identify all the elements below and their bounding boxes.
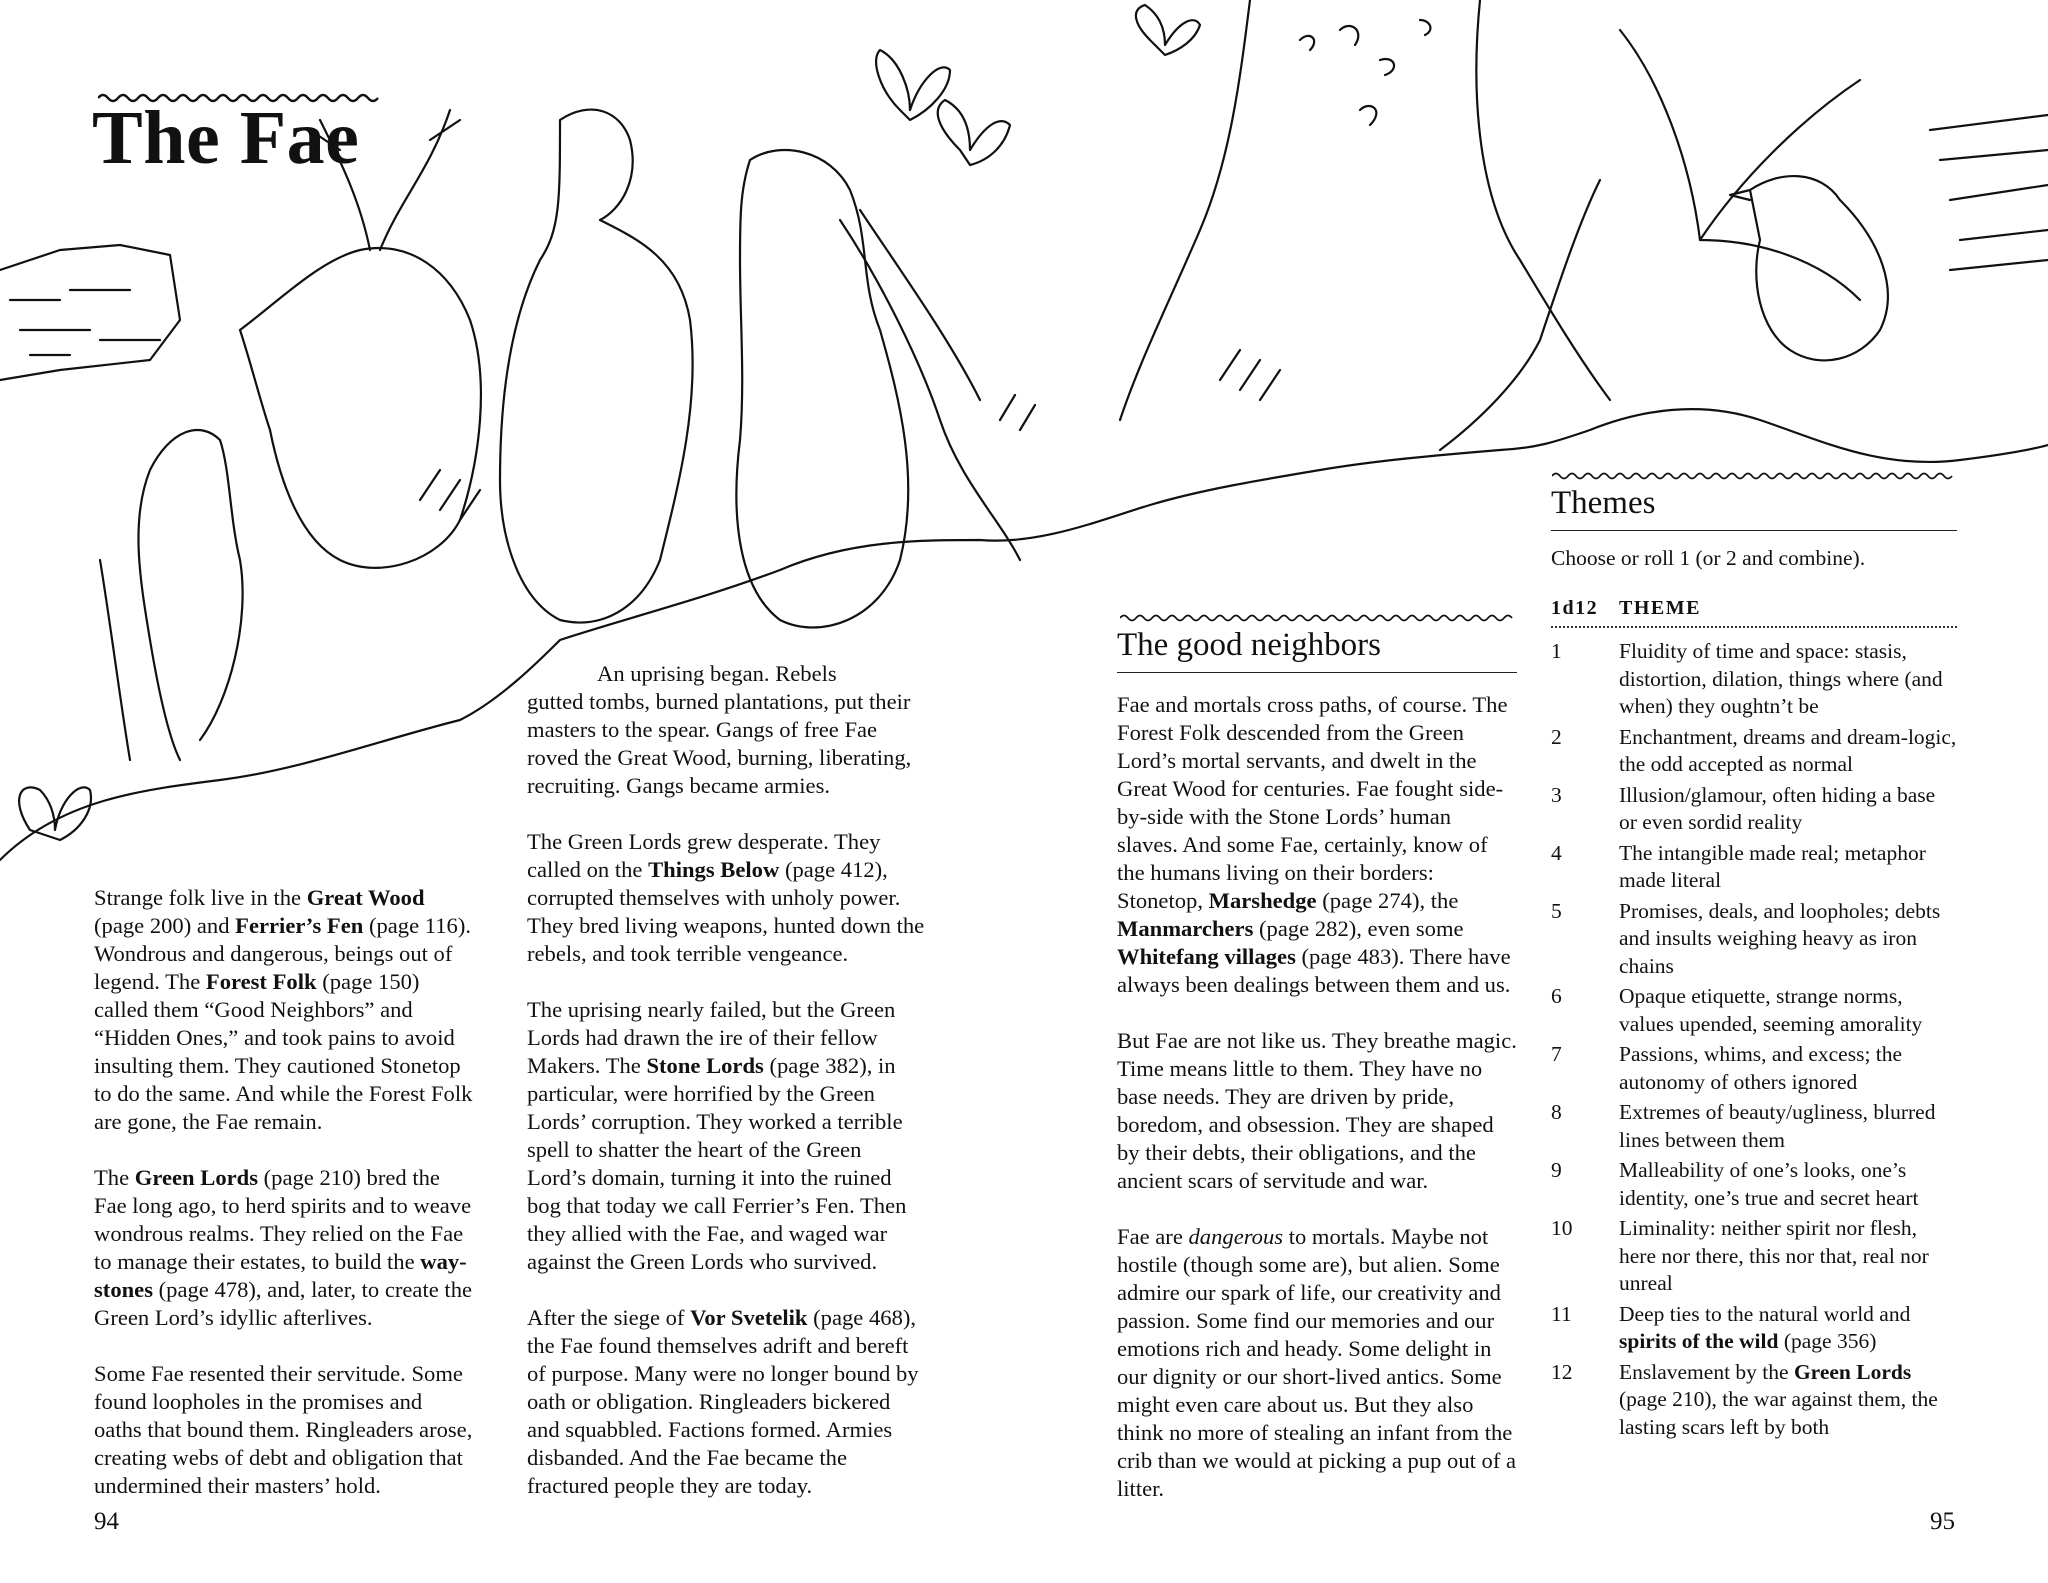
themes-section [1551,482,1957,1444]
text-run: (page 210) bred the Fae long ago, to herd spirits and to weave wondrous realms. They relied on the Fae to manage their estates, to build the [94,1165,472,1274]
flying-fairy [1136,5,1200,55]
bold-reference: Green Lords [1793,1359,1912,1384]
text-run: (page 483). There have always been dealings between them and us. [1117,944,1511,997]
text-run: Enchantment, dreams and dream-logic, the odd accepted as normal [1619,724,1957,776]
bold-reference: Forest Folk [205,969,317,994]
bold-reference: Vor Svetelik [690,1305,808,1330]
theme-row [1551,782,1957,837]
theme-roll-number: 2 [1551,724,1562,749]
bold-reference: way-stones [94,1249,467,1302]
page-title: The Fae [92,96,360,180]
flying-fairy [938,100,1010,165]
text-run: (page 478), and, later, to create the Green Lord’s idyllic afterlives. [94,1277,473,1330]
bold-reference: Manmarchers [1117,916,1254,941]
text-run: (page 274), the [1316,888,1459,913]
theme-row [1551,840,1957,895]
text-run: Passions, whims, and excess; the autonomy of others ignored [1619,1042,1903,1094]
theme-roll-number: 7 [1551,1042,1562,1066]
aftermath-paragraph [527,1304,925,1500]
stone-wall-right [1930,115,2048,270]
text-run: The [94,1165,135,1190]
text-run: Strange folk live in the [94,885,307,910]
uprising-paragraph [527,660,925,800]
page-number-left: 94 [94,1508,119,1535]
stone-wall [0,245,180,380]
small-fae-figure [138,430,242,760]
emphasis: dangerous [1188,1224,1284,1249]
text-run: (page 116). Wondrous and dangerous, beings out of legend. The [94,913,472,994]
text-run: (page 210), the war against them, the lasting scars left by both [1619,1387,1938,1439]
text-run: Enslavement by the [1619,1359,1794,1384]
text-run: to mortals. Maybe not hostile (though some are), but alien. Some admire our spark of life, our creativity and passion. Some find our memories and our emotions rich and heady. Some delight in our dignity or our short-lived antics. Some might even care about us. But they also think no more of stealing an infant from the crib than we would at picking a pup out of a litter. [1117,1224,1517,1501]
text-run: After the siege of [527,1305,691,1330]
text-run: Liminality: neither spirit nor flesh, here nor there, this nor that, real nor unreal [1619,1216,1929,1295]
theme-text [1619,840,1957,895]
theme-text [1619,782,1957,837]
text-run: (page 150) called them “Good Neighbors” and “Hidden Ones,” and took pains to avoid insulting them. They cautioned Stonetop to do the same. And while the Forest Folk are gone, the Fae remain. [94,969,473,1134]
theme-column-header: THEME [1619,596,1701,619]
text-run: The uprising nearly failed, but the Green Lords had drawn the ire of their fellow Makers. The [527,997,896,1078]
bold-reference: Things Below [648,857,780,882]
theme-roll-number: 1 [1551,639,1562,663]
section-ornament [1120,612,1515,624]
text-run: Fae and mortals cross paths, of course. The Forest Folk descended from the Green Lord’s mortal servants, and dwelt in the Great Wood for centuries. Fae fought side-by-side with the Stone Lords’ human slaves. And some Fae, certainly, know of the humans living on their borders: Stonetop, [1117,692,1508,913]
text-run: Illusion/glamour, often hiding a base or even sordid reality [1619,782,1936,834]
stag-figure [240,248,481,568]
text-run: Fluidity of time and space: stasis, distortion, dilation, things where (and when) they oughtn’t be [1619,639,1943,718]
text-run: Extremes of beauty/ugliness, blurred lines between them [1619,1100,1936,1152]
bold-reference: spirits of the wild [1619,1329,1779,1353]
page-number-right: 95 [1930,1508,1955,1535]
themes-instruction: Choose or roll 1 (or 2 and combine). [1551,546,1866,570]
theme-text [1619,1041,1957,1096]
theme-roll-number: 8 [1551,1100,1562,1124]
theme-row [1551,1099,1957,1154]
text-run: Malleability of one’s looks, one’s identity, one’s true and secret heart [1619,1158,1919,1210]
bird [1730,176,1888,360]
text-run: (page 200) and [94,913,236,938]
uprising-text: gutted tombs, burned plantations, put their masters to the spear. Gangs of free Fae roved the Great Wood, burning, liberating, recruiting. Gangs became armies. [527,689,912,798]
theme-text [1619,638,1957,721]
theme-roll-number: 10 [1551,1216,1573,1240]
theme-row [1551,638,1957,721]
desperate-paragraph [527,828,925,968]
themes-table-header [1551,595,1957,629]
theme-text [1619,1215,1957,1298]
text-run: Opaque etiquette, strange norms, values upended, seeming amorality [1619,984,1923,1036]
near-failure-paragraph [527,996,925,1276]
themes-table [1551,638,1957,1441]
theme-row [1551,724,1957,779]
theme-row [1551,983,1957,1038]
theme-text [1619,898,1957,981]
text-run: (page 282), even some [1253,916,1464,941]
themes-ornament [1552,470,1955,482]
text-run: Deep ties to the natural world and [1619,1301,1911,1326]
theme-row [1551,1157,1957,1212]
bold-reference: Marshedge [1208,888,1317,913]
cross-paths-paragraph [1117,691,1517,999]
theme-roll-number: 9 [1551,1158,1562,1182]
theme-roll-number: 5 [1551,898,1562,923]
green-lords-paragraph [94,1164,474,1332]
left-column [94,884,474,1528]
theme-text [1619,1359,1957,1442]
theme-roll-number: 6 [1551,984,1562,1008]
uprising-lede: An uprising began. Rebels [597,661,837,686]
text-run: But Fae are not like us. They breathe magic. Time means little to them. They have no base needs. They are driven by pride, boredom, and obsession. They are shaped by their debts, their obligations, and the ancient scars of servitude and war. [1117,1028,1517,1193]
theme-roll-number: 12 [1551,1359,1573,1384]
bold-reference: Great Wood [306,885,425,910]
bold-reference: Ferrier’s Fen [235,913,364,938]
theme-roll-number: 3 [1551,782,1562,807]
die-column-header: 1d12 [1551,596,1599,619]
theme-roll-number: 11 [1551,1301,1572,1326]
theme-row [1551,1301,1957,1356]
resentment-paragraph [94,1360,474,1500]
great-tree [1120,0,1610,420]
theme-text [1619,1301,1957,1356]
theme-row [1551,1215,1957,1298]
tall-fae-figure [500,110,693,623]
text-run: Promises, deals, and loopholes; debts and insults weighing heavy as iron chains [1619,898,1941,978]
bold-reference: Stone Lords [646,1053,764,1078]
intro-paragraph [94,884,474,1136]
dangerous-paragraph [1117,1223,1517,1503]
bold-reference: Whitefang villages [1117,944,1296,969]
theme-roll-number: 4 [1551,840,1562,865]
theme-text [1619,1099,1957,1154]
text-run: (page 412), corrupted themselves with unholy power. They bred living weapons, hunted down the rebels, and took terrible vengeance. [527,857,925,966]
butterfly [19,787,91,840]
theme-text [1619,1157,1957,1212]
theme-row [1551,1359,1957,1442]
text-run: The intangible made real; metaphor made literal [1619,840,1926,892]
themes-heading: Themes [1551,482,1957,531]
bold-reference: Green Lords [134,1165,258,1190]
text-run: (page 356) [1778,1329,1877,1353]
theme-text [1619,724,1957,779]
text-run: Some Fae resented their servitude. Some found loopholes in the promises and oaths that bound them. Ringleaders arose, creating webs of debt and obligation that undermined their masters’ hold. [94,1361,473,1498]
text-run: (page 382), in particular, were horrified by the Green Lords’ corruption. They worked a terrible spell to shatter the heart of the Green Lord’s domain, turning it into the ruined bog that today we call Ferrier’s Fen. Then they allied with the Fae, and waged war against the Green Lords who survived. [527,1053,907,1274]
text-run: The Green Lords grew desperate. They called on the [527,829,881,882]
good-neighbors-heading: The good neighbors [1117,624,1517,673]
winged-fae-figure [1440,30,1860,450]
not-like-us-paragraph [1117,1027,1517,1195]
good-neighbors-section [1117,624,1517,1531]
text-run: (page 468), the Fae found themselves adrift and bereft of purpose. Many were no longer bound by oath or obligation. Ringleaders bickered and squabbled. Factions formed. Armies disbanded. And the Fae became the fractured people they are today. [527,1305,919,1498]
theme-text [1619,983,1957,1038]
theme-row [1551,1041,1957,1096]
theme-row [1551,898,1957,981]
text-run: Fae are [1117,1224,1189,1249]
middle-column [527,660,925,1528]
